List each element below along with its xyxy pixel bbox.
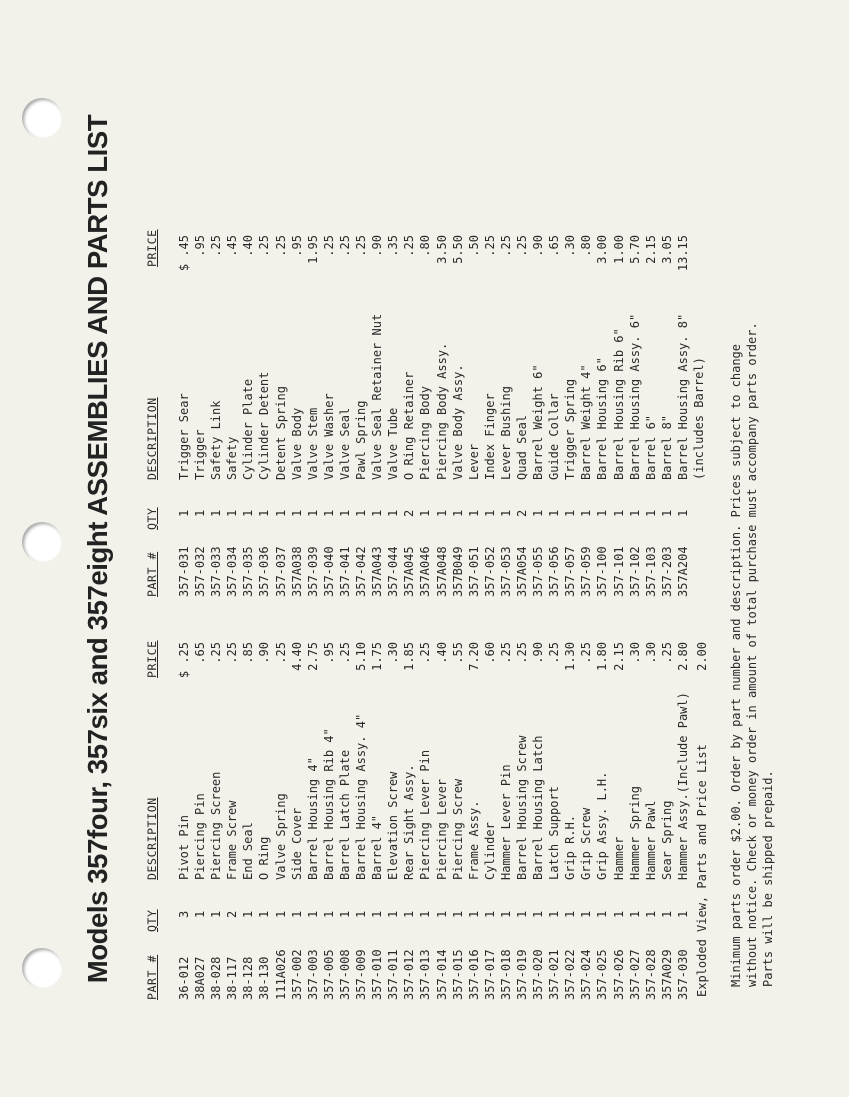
right-part-cell: 357A204 — [675, 546, 690, 597]
left-description-cell: Barrel Latch Plate — [337, 749, 352, 880]
left-description-cell: Hammer Lever Pin — [498, 764, 513, 880]
right-description-cell: Barrel Weight 4" — [579, 364, 594, 480]
left-part-cell: 357-011 — [386, 949, 401, 1000]
left-description-cell: Piercing Lever Pin — [418, 749, 433, 880]
right-description-cell: Safety — [225, 436, 240, 480]
exploded-view-price: 2.00 — [695, 642, 709, 671]
right-part-cell: 357-103 — [643, 546, 658, 597]
left-price-cell: .30 — [643, 642, 658, 664]
left-price-cell: .25 — [225, 642, 240, 664]
left-qty-cell: 1 — [514, 910, 529, 918]
right-qty-cell: 1 — [321, 509, 336, 517]
left-price-cell: 5.10 — [354, 642, 369, 671]
left-description-cell: Piercing Screen — [209, 771, 224, 880]
right-part-cell: 357-044 — [386, 546, 401, 597]
left-description-cell: Barrel Housing Rib 4" — [321, 728, 336, 880]
right-header-price: PRICE — [145, 229, 159, 267]
exploded-view-footer — [694, 642, 710, 997]
left-part-cell: 357-020 — [531, 949, 546, 1000]
right-part-cell: 357-033 — [209, 546, 224, 597]
right-description-cell: Barrel 6" — [643, 414, 658, 480]
left-price-cell: .25 — [209, 642, 224, 664]
left-part-cell: 357-012 — [402, 949, 417, 1000]
left-description-cell: Latch Support — [547, 786, 562, 880]
right-qty-cell: 1 — [579, 509, 594, 517]
right-part-cell: 357-101 — [611, 546, 626, 597]
right-part-column — [176, 546, 707, 597]
left-part-cell: 36-012 — [177, 956, 191, 1000]
right-part-cell: 357-203 — [659, 546, 674, 597]
left-description-cell: Piercing Screw — [450, 778, 465, 880]
right-price-cell: .25 — [273, 235, 288, 257]
right-qty-cell: 1 — [659, 509, 674, 517]
right-price-cell: 5.50 — [450, 235, 465, 264]
left-part-cell: 357-026 — [611, 949, 626, 1000]
right-part-cell: 357-037 — [273, 546, 288, 597]
left-qty-cell: 1 — [418, 910, 433, 918]
ordering-notes — [728, 322, 776, 987]
right-price-cell: .25 — [337, 235, 352, 257]
right-qty-cell: 1 — [595, 509, 610, 517]
right-description-cell: Trigger Spring — [563, 378, 578, 480]
left-price-cell: $ .25 — [177, 642, 191, 679]
right-qty-cell: 1 — [531, 509, 546, 517]
right-description-cell: Barrel 8" — [659, 414, 674, 480]
right-part-cell: 357-051 — [466, 546, 481, 597]
left-price-cell: .25 — [498, 642, 513, 664]
left-description-cell: End Seal — [241, 822, 256, 880]
left-qty-cell: 1 — [611, 910, 626, 918]
right-description-cell: Valve Washer — [321, 393, 336, 480]
right-price-cell: .45 — [225, 235, 240, 257]
right-price-cell: .90 — [531, 235, 546, 257]
right-description-cell: Valve Seal Retainer Nut — [370, 313, 385, 480]
left-qty-cell: 2 — [225, 910, 240, 918]
left-qty-cell: 1 — [241, 910, 256, 918]
right-part-cell: 357-056 — [547, 546, 562, 597]
left-qty-cell: 1 — [659, 910, 674, 918]
left-description-cell: Cylinder — [482, 822, 497, 880]
note-line: Parts will be shipped prepaid. — [761, 770, 775, 987]
right-qty-cell: 1 — [209, 509, 224, 517]
left-description-cell: Grip R.H. — [563, 814, 578, 880]
left-price-cell: 1.80 — [595, 642, 610, 671]
left-part-cell: 357-003 — [305, 949, 320, 1000]
right-price-cell: 1.95 — [305, 235, 320, 264]
right-price-column — [176, 235, 707, 297]
right-description-cell: Pawl Spring — [354, 400, 369, 480]
left-description-cell: Side Cover — [289, 807, 304, 880]
left-description-cell: Piercing Pin — [193, 793, 208, 880]
right-qty-cell: 1 — [305, 509, 320, 517]
right-part-cell: 357-035 — [241, 546, 256, 597]
right-description-column — [176, 314, 707, 480]
right-description-cell: Detent Spring — [273, 386, 288, 480]
right-description-cell: Piercing Body — [418, 386, 433, 480]
left-part-cell: 357-002 — [289, 949, 304, 1000]
left-description-cell: Barrel Housing Screw — [514, 735, 529, 880]
left-part-cell: 357-014 — [434, 949, 449, 1000]
right-part-cell: 357B049 — [450, 546, 465, 597]
left-qty-cell: 1 — [386, 910, 401, 918]
left-description-cell: Barrel Housing Assy. 4" — [354, 713, 369, 880]
left-qty-cell: 1 — [257, 910, 272, 918]
right-price-cell: .25 — [209, 235, 224, 257]
right-part-cell: 357A045 — [402, 546, 417, 597]
right-qty-cell — [691, 510, 707, 517]
right-price-cell: .65 — [547, 235, 562, 257]
left-price-cell: .60 — [482, 642, 497, 664]
left-part-cell: 357-010 — [370, 949, 385, 1000]
right-price-cell: .80 — [579, 235, 594, 257]
left-part-cell: 38-128 — [241, 956, 256, 1000]
left-description-cell: Valve Spring — [273, 793, 288, 880]
left-qty-cell: 1 — [209, 910, 224, 918]
right-price-cell: .25 — [257, 235, 272, 257]
left-header-description: DESCRIPTION — [145, 797, 159, 880]
right-qty-cell: 1 — [193, 509, 208, 517]
right-description-cell: Cylinder Plate — [241, 378, 256, 480]
right-description-cell: Trigger — [193, 429, 208, 480]
right-price-cell: .80 — [418, 235, 433, 257]
left-qty-cell: 1 — [370, 910, 385, 918]
right-description-cell: Piercing Body Assy. — [434, 342, 449, 480]
right-description-cell: (includes Barrel) — [692, 357, 706, 480]
right-description-cell: Barrel Housing Assy. 8" — [675, 313, 690, 480]
right-qty-cell: 1 — [434, 509, 449, 517]
right-price-cell: .25 — [402, 235, 417, 257]
right-description-cell: Lever Bushing — [498, 386, 513, 480]
right-qty-cell: 1 — [627, 509, 642, 517]
left-part-cell: 357-016 — [466, 949, 481, 1000]
right-description-cell: Quad Seal — [514, 414, 529, 480]
right-header-description: DESCRIPTION — [145, 397, 159, 480]
left-qty-cell: 1 — [466, 910, 481, 918]
right-qty-cell: 2 — [514, 509, 529, 517]
left-description-column — [176, 692, 691, 880]
right-qty-cell: 1 — [386, 509, 401, 517]
left-price-cell: 2.80 — [675, 642, 690, 671]
left-description-cell: Barrel 4" — [370, 814, 385, 880]
right-part-cell: 357A043 — [370, 546, 385, 597]
left-qty-cell: 1 — [354, 910, 369, 918]
left-header-price: PRICE — [145, 640, 159, 678]
right-price-cell: .95 — [193, 235, 208, 257]
right-part-cell: 357A048 — [434, 546, 449, 597]
left-price-cell: .65 — [193, 642, 208, 664]
left-description-cell: Grip Assy. L.H. — [595, 771, 610, 880]
left-qty-cell: 1 — [289, 910, 304, 918]
right-price-cell: 3.05 — [659, 235, 674, 264]
right-price-cell: .30 — [563, 235, 578, 257]
right-qty-cell: 1 — [466, 509, 481, 517]
right-part-cell: 357-042 — [354, 546, 369, 597]
left-qty-cell: 1 — [547, 910, 562, 918]
left-qty-cell: 1 — [273, 910, 288, 918]
left-part-cell: 38-117 — [225, 956, 240, 1000]
left-part-cell: 357-028 — [643, 949, 658, 1000]
left-price-cell: 2.75 — [305, 642, 320, 671]
right-price-cell: .35 — [386, 235, 401, 257]
left-qty-cell: 1 — [482, 910, 497, 918]
left-part-cell: 357-018 — [498, 949, 513, 1000]
left-part-cell: 357-013 — [418, 949, 433, 1000]
left-description-cell: Barrel Housing Latch — [531, 735, 546, 880]
left-qty-cell: 1 — [450, 910, 465, 918]
right-price-cell: 5.70 — [627, 235, 642, 264]
left-qty-cell: 1 — [643, 910, 658, 918]
left-part-cell: 357-021 — [547, 949, 562, 1000]
left-qty-cell: 1 — [498, 910, 513, 918]
left-header-part: PART # — [145, 954, 159, 1000]
right-price-cell: 13.15 — [675, 235, 690, 272]
left-description-cell: Frame Assy. — [466, 800, 481, 880]
right-price-cell: 3.50 — [434, 235, 449, 264]
left-part-cell: 38A027 — [193, 956, 208, 1000]
right-description-cell: O Ring Retainer — [402, 371, 417, 480]
right-description-cell: Valve Tube — [386, 407, 401, 480]
right-part-cell: 357-034 — [225, 546, 240, 597]
left-qty-cell: 1 — [193, 910, 208, 918]
right-price-cell: 3.00 — [595, 235, 610, 264]
right-description-cell: Safety Link — [209, 400, 224, 480]
right-description-cell: Valve Seal — [337, 407, 352, 480]
left-description-cell: O Ring — [257, 836, 272, 880]
left-description-cell: Hammer — [611, 836, 626, 880]
left-price-cell: .85 — [241, 642, 256, 664]
left-qty-cell: 1 — [321, 910, 336, 918]
left-qty-cell: 1 — [402, 910, 417, 918]
right-part-cell: 357-036 — [257, 546, 272, 597]
right-description-cell: Trigger Sear — [177, 393, 191, 480]
left-description-cell: Hammer Spring — [627, 786, 642, 880]
right-part-cell: 357A046 — [418, 546, 433, 597]
right-qty-cell: 1 — [337, 509, 352, 517]
left-qty-cell: 1 — [531, 910, 546, 918]
right-description-cell: Barrel Housing Assy. 6" — [627, 313, 642, 480]
left-price-cell: .30 — [627, 642, 642, 664]
right-price-cell: 1.00 — [611, 235, 626, 264]
left-part-cell: 357-027 — [627, 949, 642, 1000]
note-line: without notice. Check or money order in amount of total purchase must accompany parts order. — [745, 322, 759, 987]
left-price-cell: .90 — [531, 642, 546, 664]
left-price-cell: 7.20 — [466, 642, 481, 671]
right-price-cell: .25 — [482, 235, 497, 257]
right-part-cell: 357-031 — [177, 546, 191, 597]
right-qty-cell: 1 — [273, 509, 288, 517]
left-qty-cell: 1 — [434, 910, 449, 918]
left-price-cell: 1.75 — [370, 642, 385, 671]
right-part-cell: 357-102 — [627, 546, 642, 597]
right-price-cell: $ .45 — [177, 235, 191, 272]
left-qty-cell: 1 — [675, 910, 690, 918]
left-description-cell: Pivot Pin — [177, 814, 191, 880]
left-part-cell: 38-028 — [209, 956, 224, 1000]
right-price-cell: .95 — [289, 235, 304, 257]
right-qty-cell: 1 — [450, 509, 465, 517]
left-qty-cell: 1 — [595, 910, 610, 918]
left-qty-cell: 3 — [177, 910, 191, 918]
left-description-cell: Elevation Screw — [386, 771, 401, 880]
left-qty-cell: 1 — [305, 910, 320, 918]
right-description-cell: Valve Body Assy. — [450, 364, 465, 480]
page-title: Models 357four, 357six and 357eight ASSEMBLIES AND PARTS LIST — [82, 114, 113, 984]
left-description-cell: Hammer Assy.(Include Pawl) — [675, 692, 690, 880]
right-qty-cell: 1 — [643, 509, 658, 517]
right-qty-cell: 1 — [370, 509, 385, 517]
right-qty-cell: 1 — [482, 509, 497, 517]
right-qty-cell: 1 — [498, 509, 513, 517]
right-part-cell: 357-040 — [321, 546, 336, 597]
right-header-qty: QTY — [145, 507, 159, 530]
left-price-cell: .25 — [418, 642, 433, 664]
left-price-column — [176, 642, 691, 702]
left-qty-cell: 1 — [627, 910, 642, 918]
left-part-cell: 357-017 — [482, 949, 497, 1000]
left-price-cell: .55 — [450, 642, 465, 664]
right-qty-cell: 1 — [289, 509, 304, 517]
right-description-cell: Valve Body — [289, 407, 304, 480]
left-qty-column — [176, 911, 691, 918]
right-part-cell: 357-039 — [305, 546, 320, 597]
left-qty-cell: 1 — [563, 910, 578, 918]
right-part-cell: 357-059 — [579, 546, 594, 597]
left-part-cell: 357A029 — [659, 949, 674, 1000]
right-part-cell: 357A054 — [514, 546, 529, 597]
left-description-cell: Rear Sight Assy. — [402, 764, 417, 880]
right-part-cell: 357-053 — [498, 546, 513, 597]
right-price-cell: .50 — [466, 235, 481, 257]
right-part-cell: 357-100 — [595, 546, 610, 597]
right-qty-column — [176, 510, 707, 517]
right-part-cell: 357A038 — [289, 546, 304, 597]
right-qty-cell: 1 — [675, 509, 690, 517]
left-part-cell: 357-005 — [321, 949, 336, 1000]
left-price-cell: .25 — [337, 642, 352, 664]
left-header-qty: QTY — [145, 909, 159, 932]
right-part-cell — [691, 546, 707, 597]
left-part-cell: 357-019 — [514, 949, 529, 1000]
left-part-cell: 357-024 — [579, 949, 594, 1000]
left-price-cell: .30 — [386, 642, 401, 664]
left-price-cell: .90 — [257, 642, 272, 664]
right-description-cell: Valve Stem — [305, 407, 320, 480]
right-qty-cell: 1 — [418, 509, 433, 517]
right-qty-cell: 1 — [241, 509, 256, 517]
right-part-cell: 357-057 — [563, 546, 578, 597]
right-qty-cell: 1 — [354, 509, 369, 517]
left-part-cell: 357-025 — [595, 949, 610, 1000]
left-part-cell: 111A026 — [273, 949, 288, 1000]
right-price-cell: .25 — [498, 235, 513, 257]
right-part-cell: 357-055 — [531, 546, 546, 597]
left-price-cell: .25 — [273, 642, 288, 664]
right-price-cell: .25 — [321, 235, 336, 257]
left-price-cell: .40 — [434, 642, 449, 664]
left-description-cell: Barrel Housing 4" — [305, 757, 320, 880]
left-price-cell: 1.85 — [402, 642, 417, 671]
left-price-cell: .25 — [514, 642, 529, 664]
left-part-cell: 357-030 — [675, 949, 690, 1000]
right-price-cell: .25 — [354, 235, 369, 257]
left-qty-cell: 1 — [337, 910, 352, 918]
left-part-cell: 38-130 — [257, 956, 272, 1000]
right-qty-cell: 1 — [563, 509, 578, 517]
right-part-cell: 357-032 — [193, 546, 208, 597]
note-line: Minimum parts order $2.00. Order by part number and description. Prices subject to change — [729, 344, 743, 987]
right-description-cell: Index Finger — [482, 393, 497, 480]
right-price-cell: 2.15 — [643, 235, 658, 264]
right-price-cell: .25 — [514, 235, 529, 257]
left-price-cell: .95 — [321, 642, 336, 664]
left-description-cell: Hammer Pawl — [643, 800, 658, 880]
right-description-cell: Barrel Housing Rib 6" — [611, 328, 626, 480]
right-qty-cell: 1 — [257, 509, 272, 517]
left-price-cell: .25 — [579, 642, 594, 664]
right-price-cell: .40 — [241, 235, 256, 257]
right-qty-cell: 2 — [402, 509, 417, 517]
right-part-cell: 357-052 — [482, 546, 497, 597]
left-description-cell: Sear Spring — [659, 800, 674, 880]
left-part-cell: 357-009 — [354, 949, 369, 1000]
left-description-cell: Piercing Lever — [434, 778, 449, 880]
right-qty-cell: 1 — [611, 509, 626, 517]
left-qty-cell: 1 — [579, 910, 594, 918]
left-description-cell: Grip Screw — [579, 807, 594, 880]
right-qty-cell: 1 — [547, 509, 562, 517]
left-part-cell: 357-008 — [337, 949, 352, 1000]
exploded-view-text: Exploded View, Parts and Price List — [695, 744, 709, 997]
left-price-cell: .25 — [547, 642, 562, 664]
right-header-part: PART # — [145, 551, 159, 597]
right-price-cell: .90 — [370, 235, 385, 257]
right-part-cell: 357-041 — [337, 546, 352, 597]
left-part-cell: 357-015 — [450, 949, 465, 1000]
left-price-cell: 4.40 — [289, 642, 304, 671]
right-price-cell — [691, 235, 707, 297]
right-qty-cell: 1 — [225, 509, 240, 517]
right-description-cell: Barrel Weight 6" — [531, 364, 546, 480]
left-price-cell: 2.15 — [611, 642, 626, 671]
right-description-cell: Lever — [466, 443, 481, 480]
right-description-cell: Guide Collar — [547, 393, 562, 480]
left-description-cell: Frame Screw — [225, 800, 240, 880]
left-part-column — [176, 949, 691, 1000]
right-description-cell: Cylinder Detent — [257, 371, 272, 480]
left-price-cell: .25 — [659, 642, 674, 664]
right-description-cell: Barrel Housing 6" — [595, 357, 610, 480]
right-qty-cell: 1 — [177, 509, 191, 517]
left-price-cell: 1.30 — [563, 642, 578, 671]
left-part-cell: 357-022 — [563, 949, 578, 1000]
